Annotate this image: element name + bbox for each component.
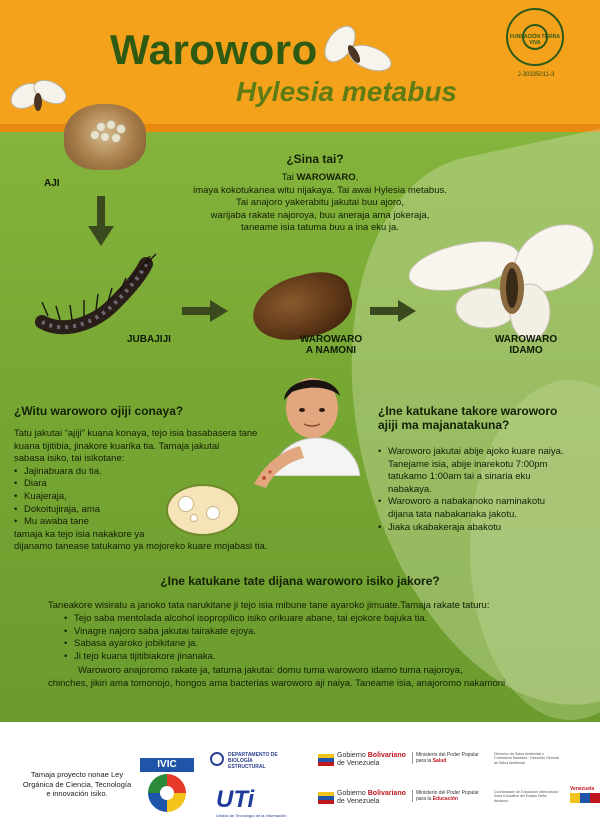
list-item: • Diara: [14, 478, 324, 491]
registration-number: J-30335011-3: [517, 72, 555, 78]
treatment-intro: Taneakore wisiratu a janoko tata narukitane ji tejo isia mibune tane ayaroko jimuate.Tamaja rakate taturu:: [48, 600, 490, 611]
egg: [106, 120, 116, 130]
what-line-1-suffix: ,: [355, 172, 359, 183]
stage-label-larva: JUBAJIJI: [127, 334, 171, 345]
stage-label-pupa-line1: WAROWARO: [299, 334, 363, 345]
list-item: • Ji tejo kuana tijitibiakore jinanaka.: [64, 651, 564, 664]
stage-label-adult-line1: WAROWARO: [494, 334, 558, 345]
list-item: • Waroworo a nabakanoko naminakotu dijana tata nabakanaka jakotu.: [378, 496, 568, 521]
list-item: • Mu awaba tane: [14, 516, 324, 529]
gov-brand-suffix: de Venezuela: [337, 760, 380, 767]
what-line-4: warijaba rakate najoroya, buu aneraja ama jokeraja,: [210, 209, 430, 221]
egg-nest-image: [64, 104, 146, 170]
gov-brand: [337, 790, 406, 806]
venezuela-flag-icon: [318, 754, 334, 766]
list-item: • Dokoitujiraja, ama: [14, 504, 324, 517]
stage-label-pupa: [296, 334, 366, 356]
what-line-1: [130, 172, 510, 185]
gov-brand-suffix: de Venezuela: [337, 798, 380, 805]
rash-spot: [206, 506, 220, 520]
ministry-education-line1: Ministerio del Poder Popular: [416, 790, 479, 796]
ministry-education-bold: Educación: [432, 796, 458, 802]
harm-intro-1: Tatu jakutai “ajiji” kuana konaya, tejo isia basabasera tane: [14, 428, 258, 439]
fundacion-seal-logo: [506, 8, 564, 66]
section-heading-harm: ¿Witu waroworo ojiji conaya?: [14, 404, 184, 418]
harm-outro-1: tamaja ka tejo isia nakakore ya: [14, 528, 145, 540]
department-globe-icon: [210, 752, 224, 766]
treatment-list: [64, 613, 564, 663]
boy-arm-illustration: [244, 440, 304, 490]
section-what-text: [130, 172, 510, 235]
ivic-logo: [140, 758, 194, 812]
venezuela-flag-icon: [318, 792, 334, 804]
section-heading-what: ¿Sina tai?: [286, 152, 344, 166]
uti-subtitle: Unidad de Tecnología de la Información: [216, 813, 287, 818]
caterpillar-image: [34, 250, 160, 336]
list-item: • Kuajeraja,: [14, 491, 324, 504]
list-item: • Waroworo jakutai abije ajoko kuare naiya. Tanejame isia, abije inarekotu 7:00pm tatukamo 1:00am tai a sinaria eku nabakaya.: [378, 446, 568, 496]
arrow-down-icon: [88, 196, 114, 246]
venezuela-brand-text: Venezuela: [570, 786, 595, 792]
uti-logo: UTi: [216, 786, 255, 813]
ivic-logo-text: IVIC: [140, 758, 194, 772]
education-office-detail: Coordinación de Educación Intercultural · Zona Educativa del Estado Delta Amacuro: [494, 790, 560, 803]
list-item: • Vinagre najoro saba jakutai tairakate ejoya.: [64, 626, 564, 639]
avoid-heading-line1: ¿Ine katukane takore waroworo: [378, 404, 558, 418]
rash-spot: [190, 514, 198, 522]
list-item: • Tejo saba mentolada alcohol isopropilico isiko orikuare abane, tai ejokore bajuka tia.: [64, 613, 564, 626]
health-office-detail: Dirección de Salud Ambiental y Contraloría Sanitaria · Dirección General de Salud Ambiental: [494, 752, 559, 765]
seal-text: FUNDACIÓN TIERRA VIVA: [510, 34, 560, 46]
harm-intro-2: kuana tijitibia, jinakore kuarika tia. Tamaja jakutai: [14, 440, 220, 452]
what-line-2: imaya kokotukanea witu nijakaya. Tai awai Hylesia metabus.: [193, 184, 447, 196]
section-heading-avoid: [378, 404, 598, 432]
what-line-5: taneame isia tatuma buu a ina eku ja.: [241, 222, 399, 234]
moth-top-center-icon: [318, 14, 394, 90]
species-name: Hylesia metabus: [236, 76, 457, 107]
rash-zoom-bubble: [166, 484, 240, 536]
stage-label-pupa-line2: A NAMONI: [305, 345, 357, 356]
rash-spot: [178, 496, 194, 512]
gov-health-logo: [318, 752, 598, 772]
ministry-health-line1: Ministerio del Poder Popular: [416, 752, 479, 758]
stage-label-adult: [486, 334, 566, 356]
list-item: • Sabasa ayaroko jobikitane ja.: [64, 638, 564, 651]
gov-brand: [337, 752, 406, 768]
harm-intro-3: sabasa isiko, tai isikotane:: [14, 453, 125, 465]
moth-top-left-icon: [8, 70, 68, 126]
gov-education-logo: [318, 786, 598, 810]
ivic-emblem-center: [160, 786, 174, 800]
what-line-1-prefix: Tai: [281, 172, 297, 183]
ministry-health-bold: Salud: [432, 758, 447, 764]
poster-title: Waroworo: [110, 26, 318, 73]
venezuela-brand-logo: [570, 786, 600, 803]
ministry-health: [412, 752, 479, 764]
arrow-right-icon: [182, 300, 228, 322]
egg: [90, 130, 100, 140]
gov-brand-prefix: Gobierno: [337, 752, 368, 759]
ministry-education: [412, 790, 479, 802]
list-item: • Jajinabuara du tia.: [14, 466, 324, 479]
avoid-heading-line2: ajiji ma majanatakuna?: [378, 418, 510, 432]
egg: [111, 133, 121, 143]
what-line-1-bold: WAROWARO: [296, 172, 356, 183]
department-name: DEPARTAMENTO DE BIOLOGÍA ESTRUCTURAL: [228, 752, 278, 770]
gov-brand-bold: Bolivariano: [367, 752, 406, 759]
ministry-health-line2: para la: [416, 758, 433, 764]
egg: [100, 132, 110, 142]
treatment-outro-1: Waroworo anajoromo rakate ja, tatuma jakutai: domu tuma waroworo idamo tuma najoroya,: [78, 665, 463, 676]
section-heading-treatment: ¿Ine katukane tate dijana waroworo isiko jakore?: [160, 574, 440, 588]
venezuela-stars-icon: [570, 793, 600, 803]
footer-legal-note: Tamaja proyecto nonae Ley Orgánica de Ciencia, Tecnología e innovación isiko.: [22, 770, 132, 798]
avoid-list: [378, 446, 568, 534]
list-item: • Jiaka ukabakeraja abakotu: [378, 522, 568, 535]
ministry-education-line2: para la: [416, 796, 433, 802]
harm-outro-2: dijanamo tanease tatukamo ya mojoreko kuare mojabasi tia.: [14, 541, 268, 553]
stage-label-adult-line2: IDAMO: [509, 345, 543, 356]
what-line-3: Tai anajoro yakerabitu jakutai buu ajoro,: [236, 197, 404, 209]
stage-label-egg: AJI: [44, 178, 60, 189]
ivic-emblem-icon: [148, 774, 186, 812]
gov-brand-prefix: Gobierno: [337, 790, 368, 797]
treatment-outro-2: chinches, jikiri ama tomonojo, hongos ama bacterias waroworo aji naiya. Taneame isia, anajoromo nakamoni: [48, 678, 506, 689]
gov-brand-bold: Bolivariano: [367, 790, 406, 797]
